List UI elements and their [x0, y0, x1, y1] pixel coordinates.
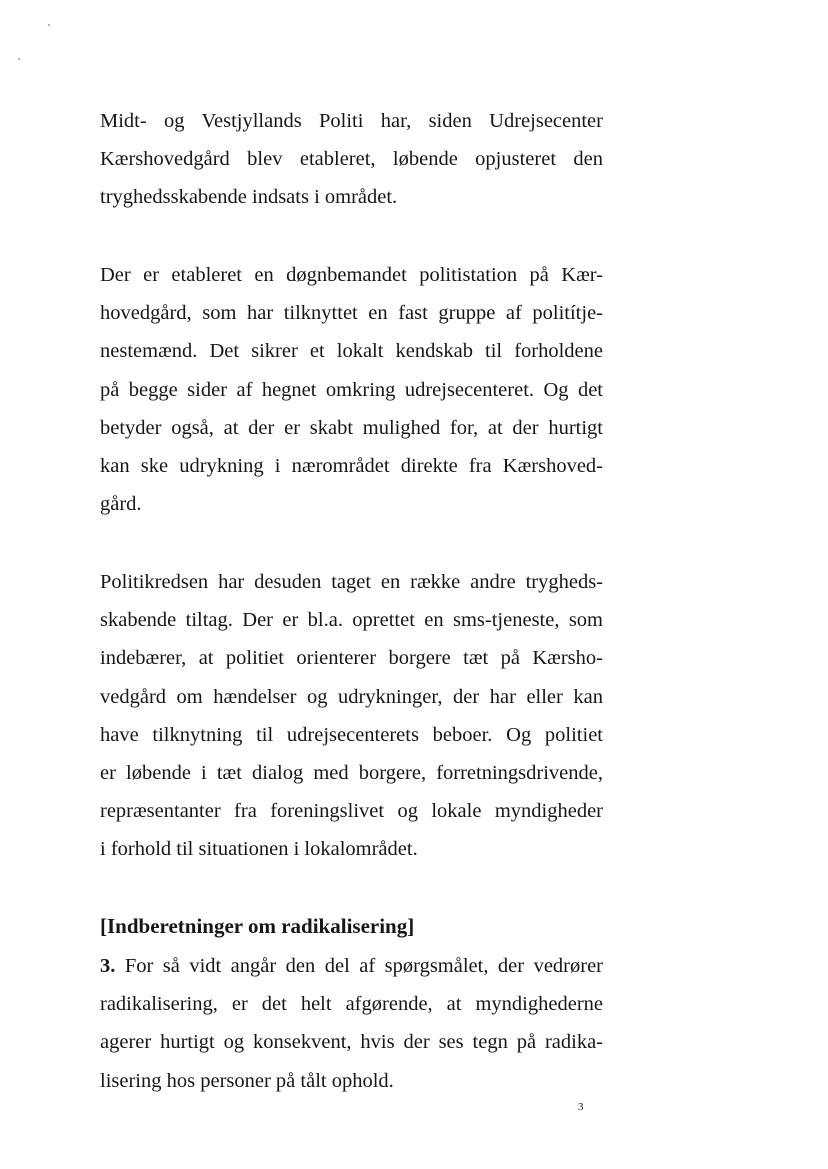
- text-line: nestemænd. Det sikrer et lokalt kendskab til forholdene: [100, 340, 603, 363]
- text-line: på begge sider af hegnet omkring udrejsecenteret. Og det: [100, 378, 603, 401]
- paragraph-police-effort: [100, 102, 603, 217]
- text-line-content: For så vidt angår den del af spørgsmålet, der vedrører: [124, 955, 603, 977]
- text-line: lisering hos personer på tålt ophold.: [100, 1069, 394, 1092]
- page-number: 3: [578, 1101, 584, 1113]
- text-line: agerer hurtigt og konsekvent, hvis der ses tegn på radika-: [100, 1031, 603, 1054]
- text-line: gård.: [100, 493, 142, 516]
- text-line: radikalisering, er det helt afgørende, at myndighederne: [100, 993, 603, 1016]
- text-line: repræsentanter fra foreningslivet og lokale myndigheder: [100, 800, 603, 823]
- text-line: Kærshovedgård blev etableret, løbende opjusteret den: [100, 148, 603, 171]
- paragraph-police-station: [100, 256, 603, 523]
- text-line: Midt- og Vestjyllands Politi har, siden Udrejsecenter: [100, 110, 603, 132]
- paragraph-radicalisation: [100, 947, 603, 1100]
- text-line: tryghedsskabende indsats i området.: [100, 186, 398, 209]
- scan-speck: [48, 24, 50, 26]
- text-line: kan ske udrykning i nærområdet direkte fra Kærshoved-: [100, 455, 603, 478]
- text-line: [100, 947, 603, 985]
- item-number: 3.: [100, 955, 116, 977]
- text-line: skabende tiltag. Der er bl.a. oprettet en sms-tjeneste, som: [100, 609, 603, 632]
- text-line: Politikredsen har desuden taget en række andre trygheds-: [100, 571, 603, 593]
- text-line: Der er etableret en døgnbemandet politistation på Kær-: [100, 264, 603, 286]
- section-heading: [Indberetninger om radikalisering]: [100, 914, 415, 938]
- text-line: hovedgård, som har tilknyttet en fast gruppe af politítje-: [100, 302, 603, 325]
- text-line: i forhold til situationen i lokalområdet.: [100, 838, 418, 861]
- text-line: betyder også, at der er skabt mulighed for, at der hurtigt: [100, 416, 603, 439]
- text-line: vedgård om hændelser og udrykninger, der har eller kan: [100, 685, 603, 708]
- paragraph-safety-measures: [100, 563, 603, 869]
- text-line: have tilknytning til udrejsecenterets beboer. Og politiet: [100, 723, 603, 746]
- scan-speck: [18, 58, 20, 60]
- text-line: indebærer, at politiet orienterer borgere tæt på Kærsho-: [100, 647, 603, 670]
- text-line: er løbende i tæt dialog med borgere, forretningsdrivende,: [100, 762, 603, 785]
